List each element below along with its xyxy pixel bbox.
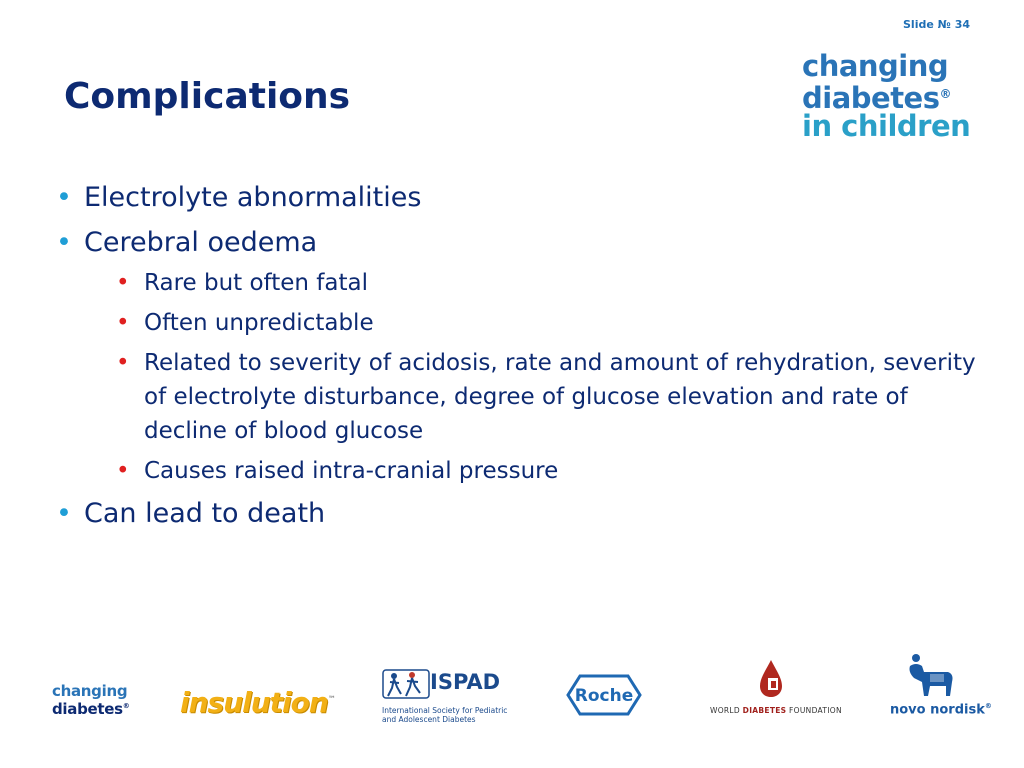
sub-bullet-related: • Related to severity of acidosis, rate and amount of rehydration, severity of electrolyte disturbance, degree of glucose elevation and rate of decline of blood glucose	[54, 346, 984, 448]
sub-bullet-unpredictable: • Often unpredictable	[54, 306, 984, 340]
bullet-electrolyte: • Electrolyte abnormalities	[54, 180, 984, 215]
ispad-name: ISPAD	[430, 670, 501, 694]
cd-logo-diabetes: diabetes	[52, 700, 123, 718]
ispad-logo	[380, 666, 510, 726]
world-diabetes-foundation-logo	[708, 658, 842, 738]
ispad-subtitle-2: and Adolescent Diabetes	[382, 715, 476, 724]
novo-nordisk-logo	[888, 652, 992, 732]
logo-registered-mark: ®	[939, 87, 951, 101]
wdf-text	[710, 706, 842, 715]
novo-nordisk-text	[890, 702, 992, 717]
bullet-death: • Can lead to death	[54, 496, 984, 531]
nn-reg: ®	[984, 702, 992, 710]
insulution-text: insulution	[180, 686, 328, 719]
changing-diabetes-in-children-logo	[802, 49, 971, 143]
slide-title: Complications	[64, 76, 351, 117]
nn-name: novo nordisk	[890, 702, 985, 718]
sponsor-logo-bar	[0, 640, 1024, 750]
logo-line-changing: changing	[802, 49, 949, 83]
slide-number: Slide № 34	[903, 18, 970, 31]
insulution-tm: ™	[327, 694, 335, 704]
logo-diabetes-text: diabetes	[802, 81, 940, 115]
wdf-prefix: WORLD	[710, 706, 743, 715]
blood-drop-icon	[756, 658, 786, 698]
logo-line-diabetes	[802, 80, 970, 115]
sub-bullet-pressure: • Causes raised intra-cranial pressure	[54, 454, 984, 488]
bullet-cerebral-oedema: • Cerebral oedema	[54, 225, 984, 260]
wdf-suffix: FOUNDATION	[786, 706, 842, 715]
changing-diabetes-logo	[52, 684, 130, 717]
cd-logo-reg: ®	[122, 702, 130, 710]
sub-bullet-rare: • Rare but often fatal	[54, 266, 984, 300]
cd-logo-line2	[52, 699, 130, 717]
ispad-subtitle-1: International Society for Pediatric	[382, 706, 508, 715]
sub-bullet-list	[54, 266, 984, 488]
apis-bull-icon	[902, 652, 958, 700]
roche-text: Roche	[574, 686, 634, 706]
ispad-figures-icon	[382, 666, 430, 702]
cd-logo-line1: changing	[52, 682, 128, 700]
insulution-logo	[180, 686, 335, 719]
logo-line-in-children: in children	[802, 109, 971, 143]
bullet-list	[54, 180, 984, 541]
wdf-bold: DIABETES	[742, 706, 787, 715]
